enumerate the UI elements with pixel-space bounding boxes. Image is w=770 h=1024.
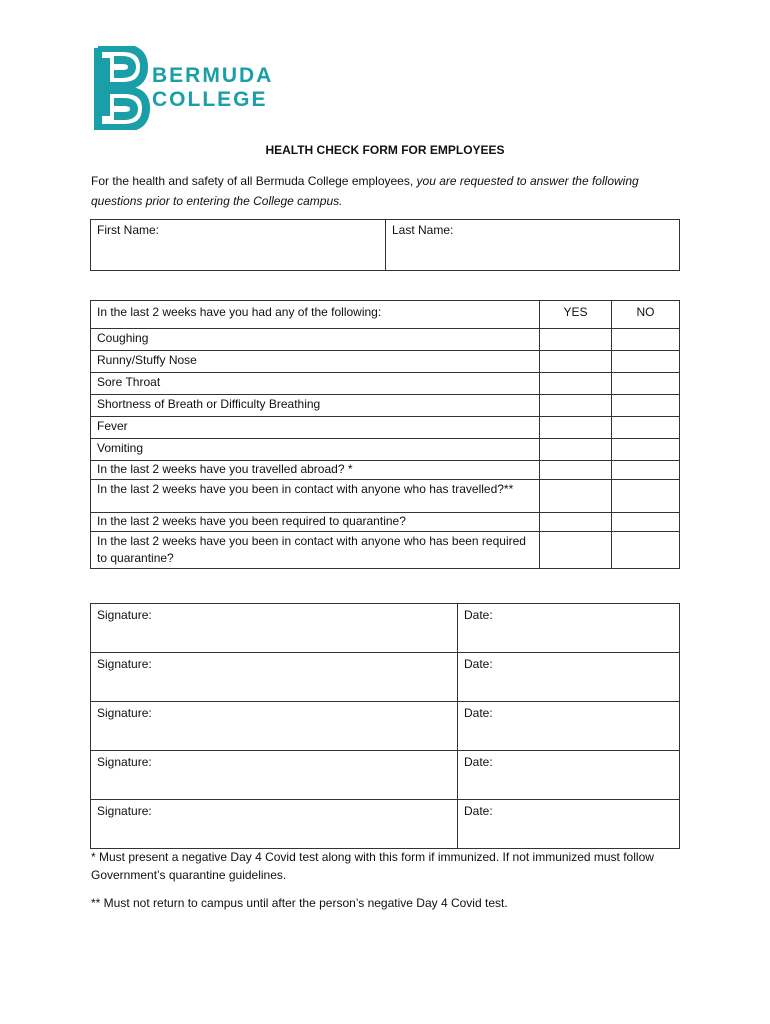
no-header: NO (612, 301, 680, 329)
last-name-field[interactable] (386, 220, 680, 271)
date-field[interactable] (458, 702, 680, 751)
question-text: Coughing (91, 329, 540, 351)
logo-line-2: COLLEGE (152, 88, 268, 111)
yes-checkbox[interactable] (540, 351, 612, 373)
question-text: In the last 2 weeks have you been in contact with anyone who has been required to quarantine? (91, 532, 540, 569)
date-label: Date: (464, 608, 493, 622)
date-field[interactable] (458, 751, 680, 800)
question-row (91, 351, 680, 373)
signature-row (91, 751, 680, 800)
date-label: Date: (464, 755, 493, 769)
first-name-field[interactable] (91, 220, 386, 271)
no-checkbox[interactable] (612, 373, 680, 395)
intro-paragraph (91, 171, 691, 211)
footnote-immunized: * Must present a negative Day 4 Covid test along with this form if immunized. If not immunized must follow Government’s quarantine guidelines. (91, 850, 654, 882)
last-name-label: Last Name: (392, 223, 454, 237)
question-row (91, 417, 680, 439)
yes-checkbox[interactable] (540, 480, 612, 513)
yes-checkbox[interactable] (540, 373, 612, 395)
logo-text (152, 64, 273, 112)
question-text: Runny/Stuffy Nose (91, 351, 540, 373)
no-checkbox[interactable] (612, 439, 680, 461)
name-table (90, 219, 680, 271)
question-text: In the last 2 weeks have you been required to quarantine? (91, 513, 540, 532)
no-checkbox[interactable] (612, 329, 680, 351)
yes-header: YES (540, 301, 612, 329)
signature-field[interactable] (91, 800, 458, 849)
question-row (91, 461, 680, 480)
date-field[interactable] (458, 800, 680, 849)
signature-label: Signature: (97, 804, 152, 818)
question-row (91, 329, 680, 351)
signature-label: Signature: (97, 657, 152, 671)
first-name-label: First Name: (97, 223, 160, 237)
question-row (91, 480, 680, 513)
date-field[interactable] (458, 604, 680, 653)
yes-checkbox[interactable] (540, 461, 612, 480)
yes-checkbox[interactable] (540, 395, 612, 417)
no-checkbox[interactable] (612, 417, 680, 439)
question-row (91, 395, 680, 417)
signature-row (91, 800, 680, 849)
signature-field[interactable] (91, 702, 458, 751)
bermuda-college-logo (92, 46, 292, 130)
no-checkbox[interactable] (612, 513, 680, 532)
signature-table (90, 603, 680, 849)
symptom-questions-table (90, 300, 680, 569)
bermuda-college-b-logo-icon (92, 46, 150, 130)
yes-checkbox[interactable] (540, 532, 612, 569)
no-checkbox[interactable] (612, 395, 680, 417)
date-label: Date: (464, 804, 493, 818)
signature-row (91, 653, 680, 702)
question-text: Shortness of Breath or Difficulty Breathing (91, 395, 540, 417)
question-row (91, 532, 680, 569)
question-text: In the last 2 weeks have you been in contact with anyone who has travelled?** (91, 480, 540, 513)
questions-header: In the last 2 weeks have you had any of the following: (91, 301, 540, 329)
form-title: HEALTH CHECK FORM FOR EMPLOYEES (265, 143, 505, 157)
intro-italic: you are requested to answer the following questions prior to entering the College campus. (91, 174, 639, 208)
yes-checkbox[interactable] (540, 439, 612, 461)
date-field[interactable] (458, 653, 680, 702)
question-row (91, 439, 680, 461)
signature-label: Signature: (97, 608, 152, 622)
date-label: Date: (464, 706, 493, 720)
question-text: Vomiting (91, 439, 540, 461)
intro-plain: For the health and safety of all Bermuda College employees, (91, 174, 417, 188)
yes-checkbox[interactable] (540, 417, 612, 439)
question-row (91, 373, 680, 395)
logo-line-1: BERMUDA (152, 64, 274, 87)
date-label: Date: (464, 657, 493, 671)
question-text: Fever (91, 417, 540, 439)
signature-row (91, 604, 680, 653)
signature-field[interactable] (91, 751, 458, 800)
signature-field[interactable] (91, 653, 458, 702)
question-text: Sore Throat (91, 373, 540, 395)
question-text: In the last 2 weeks have you travelled abroad? * (91, 461, 540, 480)
question-row (91, 513, 680, 532)
footnote-return: ** Must not return to campus until after the person’s negative Day 4 Covid test. (91, 896, 508, 910)
no-checkbox[interactable] (612, 532, 680, 569)
yes-checkbox[interactable] (540, 513, 612, 532)
no-checkbox[interactable] (612, 351, 680, 373)
yes-checkbox[interactable] (540, 329, 612, 351)
no-checkbox[interactable] (612, 480, 680, 513)
no-checkbox[interactable] (612, 461, 680, 480)
signature-field[interactable] (91, 604, 458, 653)
signature-label: Signature: (97, 706, 152, 720)
signature-label: Signature: (97, 755, 152, 769)
signature-row (91, 702, 680, 751)
